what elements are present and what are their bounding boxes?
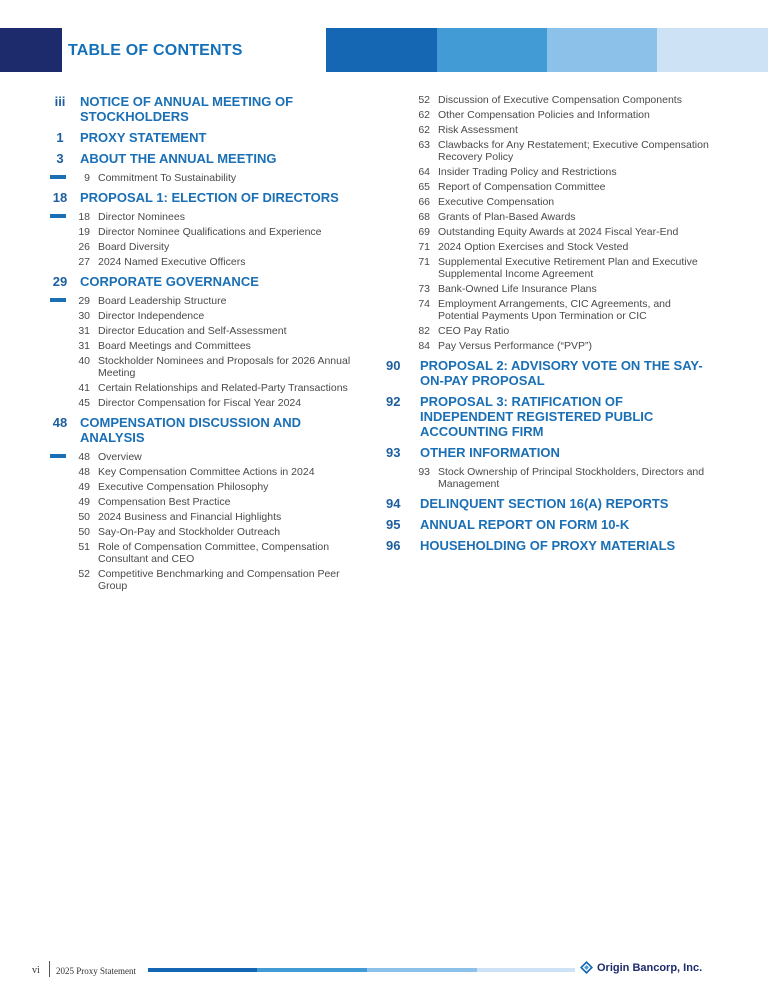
footer-page-number: vi xyxy=(32,965,40,976)
toc-subentry-title: Certain Relationships and Related-Party Transactions xyxy=(98,382,348,394)
toc-subentry[interactable] xyxy=(380,466,710,490)
toc-subentry[interactable] xyxy=(40,355,360,379)
toc-subsection-list xyxy=(40,295,360,409)
toc-subentry-page: 9 xyxy=(84,172,90,184)
toc-subsection-list xyxy=(40,451,360,592)
toc-subentry-page: 18 xyxy=(78,211,90,223)
toc-subentry-title: Overview xyxy=(98,451,142,463)
toc-subentry-page: 84 xyxy=(418,340,430,352)
toc-subentry-page: 40 xyxy=(78,355,90,367)
toc-subentry-title: Employment Arrangements, CIC Agreements, and Potential Payments Upon Termination or CIC xyxy=(438,298,671,322)
toc-subentry[interactable] xyxy=(380,340,710,352)
toc-subentry-title: Bank-Owned Life Insurance Plans xyxy=(438,283,597,295)
toc-subentry[interactable] xyxy=(380,166,710,178)
toc-section[interactable] xyxy=(380,358,710,388)
toc-subentry-title: Report of Compensation Committee xyxy=(438,181,606,193)
toc-section-page: 94 xyxy=(386,496,401,511)
toc-subentry-title: Other Compensation Policies and Information xyxy=(438,109,650,121)
toc-subentry-title: Risk Assessment xyxy=(438,124,518,136)
toc-left-column xyxy=(40,94,360,598)
header-band-4 xyxy=(657,28,768,72)
toc-subentry[interactable] xyxy=(380,226,710,238)
toc-subentry[interactable] xyxy=(40,568,360,592)
toc-subentry-title: Say-On-Pay and Stockholder Outreach xyxy=(98,526,281,538)
toc-subentry-title: Board Meetings and Committees xyxy=(98,340,251,352)
toc-subentry[interactable] xyxy=(40,226,360,238)
toc-subentry-title: Insider Trading Policy and Restrictions xyxy=(438,166,617,178)
toc-subentry[interactable] xyxy=(40,397,360,409)
toc-subentry[interactable] xyxy=(380,256,710,280)
toc-section-page: iii xyxy=(54,94,66,109)
toc-section[interactable] xyxy=(40,415,360,445)
toc-section-page: 95 xyxy=(386,517,401,532)
toc-section-title: PROPOSAL 2: ADVISORY VOTE ON THE SAY-ON-PAY PROPOSAL xyxy=(420,358,703,388)
toc-section-title: ANNUAL REPORT ON FORM 10-K xyxy=(420,517,630,532)
toc-subentry-title: Director Education and Self-Assessment xyxy=(98,325,287,337)
footer-doc-label: 2025 Proxy Statement xyxy=(56,966,136,976)
toc-subentry-page: 66 xyxy=(418,196,430,208)
toc-subentry-page: 62 xyxy=(418,109,430,121)
toc-section-title: COMPENSATION DISCUSSION AND ANALYSIS xyxy=(80,415,302,445)
toc-section[interactable] xyxy=(380,517,710,532)
toc-section-page: 18 xyxy=(52,190,68,205)
section-dash-marker xyxy=(50,298,66,302)
toc-subentry-page: 64 xyxy=(418,166,430,178)
toc-section[interactable] xyxy=(40,151,360,166)
toc-subentry-page: 50 xyxy=(78,511,90,523)
toc-subentry-page: 30 xyxy=(78,310,90,322)
toc-subentry[interactable] xyxy=(40,172,360,184)
toc-subentry[interactable] xyxy=(40,211,360,223)
footer-band-2 xyxy=(257,968,367,972)
toc-subentry-page: 73 xyxy=(418,283,430,295)
toc-subentry[interactable] xyxy=(380,241,710,253)
toc-subentry-page: 41 xyxy=(78,382,90,394)
toc-subentry-page: 31 xyxy=(78,340,90,352)
section-dash-marker xyxy=(50,214,66,218)
toc-subentry[interactable] xyxy=(380,94,710,106)
toc-subentry-title: Director Compensation for Fiscal Year 2024 xyxy=(98,397,302,409)
toc-subsection-list xyxy=(40,211,360,268)
toc-section-page: 48 xyxy=(52,415,68,430)
toc-subentry-title: Board Diversity xyxy=(98,241,170,253)
toc-subentry[interactable] xyxy=(380,124,710,136)
toc-section-title: PROPOSAL 3: RATIFICATION OF INDEPENDENT REGISTERED PUBLIC ACCOUNTING FIRM xyxy=(420,394,654,439)
toc-subentry[interactable] xyxy=(40,256,360,268)
toc-subentry-page: 48 xyxy=(78,451,90,463)
toc-section[interactable] xyxy=(40,274,360,289)
toc-subentry-title: Clawbacks for Any Restatement; Executive Compensation Recovery Policy xyxy=(438,139,709,163)
toc-section-page: 90 xyxy=(386,358,401,373)
toc-section[interactable] xyxy=(380,538,710,553)
toc-subentry[interactable] xyxy=(40,526,360,538)
toc-subentry[interactable] xyxy=(40,241,360,253)
header-navy-block xyxy=(0,28,62,72)
toc-subentry-title: Pay Versus Performance (“PVP”) xyxy=(438,340,593,352)
toc-subentry-page: 48 xyxy=(78,466,90,478)
toc-subentry-page: 49 xyxy=(78,496,90,508)
toc-section-page: 92 xyxy=(386,394,401,409)
toc-subentry-title: Grants of Plan-Based Awards xyxy=(438,211,576,223)
toc-subentry[interactable] xyxy=(40,382,360,394)
toc-subentry-page: 62 xyxy=(418,124,430,136)
toc-subentry-title: Board Leadership Structure xyxy=(98,295,227,307)
toc-section-page: 1 xyxy=(56,130,64,145)
toc-subentry-title: Commitment To Sustainability xyxy=(98,172,237,184)
toc-section-title: PROXY STATEMENT xyxy=(80,130,207,145)
toc-subentry-page: 74 xyxy=(418,298,430,310)
toc-subentry-page: 51 xyxy=(78,541,90,553)
footer-band-3 xyxy=(367,968,477,972)
toc-subentry-title: Executive Compensation xyxy=(438,196,555,208)
page-title: TABLE OF CONTENTS xyxy=(68,42,243,59)
header-band-1 xyxy=(326,28,437,72)
toc-subentry[interactable] xyxy=(40,466,360,478)
toc-section-page: 93 xyxy=(386,445,401,460)
toc-subentry-title: 2024 Named Executive Officers xyxy=(98,256,246,268)
toc-subentry-page: 29 xyxy=(78,295,90,307)
toc-subentry-title: Competitive Benchmarking and Compensation Peer Group xyxy=(98,568,340,592)
toc-subsection-list xyxy=(380,94,710,352)
toc-subentry[interactable] xyxy=(380,139,710,163)
toc-subentry-title: Stock Ownership of Principal Stockholders, Directors and Management xyxy=(438,466,705,490)
toc-subentry-title: Stockholder Nominees and Proposals for 2026 Annual Meeting xyxy=(98,355,351,379)
toc-section-page: 96 xyxy=(386,538,401,553)
toc-subentry-page: 45 xyxy=(78,397,90,409)
toc-subentry[interactable] xyxy=(40,541,360,565)
toc-subentry-title: Role of Compensation Committee, Compensation Consultant and CEO xyxy=(98,541,330,565)
toc-section[interactable] xyxy=(40,94,360,124)
toc-section[interactable] xyxy=(40,130,360,145)
section-dash-marker xyxy=(50,175,66,179)
toc-subsection-list xyxy=(40,172,360,184)
toc-subsection-list xyxy=(380,466,710,490)
toc-section-title: OTHER INFORMATION xyxy=(420,445,560,460)
toc-subentry[interactable] xyxy=(40,511,360,523)
footer-band-4 xyxy=(477,968,575,972)
toc-subentry-page: 93 xyxy=(418,466,430,478)
toc-subentry-page: 69 xyxy=(418,226,430,238)
toc-subentry-page: 65 xyxy=(418,181,430,193)
toc-section-title: ABOUT THE ANNUAL MEETING xyxy=(80,151,277,166)
toc-subentry-page: 50 xyxy=(78,526,90,538)
toc-subentry-page: 31 xyxy=(78,325,90,337)
toc-section[interactable] xyxy=(380,445,710,460)
toc-subentry[interactable] xyxy=(40,295,360,307)
toc-subentry[interactable] xyxy=(380,211,710,223)
toc-subentry-page: 71 xyxy=(418,256,430,268)
toc-subentry-title: 2024 Business and Financial Highlights xyxy=(98,511,282,523)
toc-section-title: NOTICE OF ANNUAL MEETING OF STOCKHOLDERS xyxy=(80,94,294,124)
toc-subentry[interactable] xyxy=(40,496,360,508)
toc-subentry-title: Discussion of Executive Compensation Components xyxy=(438,94,682,106)
toc-subentry-page: 71 xyxy=(418,241,430,253)
toc-subentry[interactable] xyxy=(40,340,360,352)
toc-subentry-page: 49 xyxy=(78,481,90,493)
toc-subentry-title: Outstanding Equity Awards at 2024 Fiscal Year-End xyxy=(438,226,679,238)
toc-subentry[interactable] xyxy=(380,298,710,322)
origin-logo-icon xyxy=(580,961,593,974)
toc-subentry-page: 52 xyxy=(78,568,90,580)
toc-subentry-title: Compensation Best Practice xyxy=(98,496,231,508)
company-logo xyxy=(580,961,702,974)
toc-subentry-page: 27 xyxy=(78,256,90,268)
toc-subentry-title: CEO Pay Ratio xyxy=(438,325,510,337)
section-dash-marker xyxy=(50,454,66,458)
toc-section-title: DELINQUENT SECTION 16(A) REPORTS xyxy=(420,496,669,511)
toc-subentry[interactable] xyxy=(380,196,710,208)
toc-subentry-title: Director Independence xyxy=(98,310,205,322)
toc-subentry[interactable] xyxy=(40,325,360,337)
header-band-3 xyxy=(547,28,657,72)
company-name: Origin Bancorp, Inc. xyxy=(597,961,703,974)
toc-subentry-page: 63 xyxy=(418,139,430,151)
toc-section[interactable] xyxy=(380,394,710,439)
toc-subentry[interactable] xyxy=(380,325,710,337)
toc-section[interactable] xyxy=(380,496,710,511)
toc-right-column xyxy=(380,94,710,559)
toc-subentry-title: 2024 Option Exercises and Stock Vested xyxy=(438,241,629,253)
header-band-2 xyxy=(437,28,547,72)
toc-subentry-title: Supplemental Executive Retirement Plan and Executive Supplemental Income Agreement xyxy=(438,256,698,280)
toc-subentry-title: Executive Compensation Philosophy xyxy=(98,481,269,493)
toc-subentry[interactable] xyxy=(380,283,710,295)
toc-subentry-title: Director Nominees xyxy=(98,211,185,223)
toc-section[interactable] xyxy=(40,190,360,205)
toc-subentry[interactable] xyxy=(40,310,360,322)
toc-section-title: HOUSEHOLDING OF PROXY MATERIALS xyxy=(420,538,676,553)
toc-subentry-page: 26 xyxy=(78,241,90,253)
toc-subentry[interactable] xyxy=(40,481,360,493)
footer-band-1 xyxy=(148,968,257,972)
footer-divider xyxy=(49,961,50,977)
toc-section-title: PROPOSAL 1: ELECTION OF DIRECTORS xyxy=(80,190,339,205)
toc-section-title: CORPORATE GOVERNANCE xyxy=(80,274,259,289)
toc-subentry[interactable] xyxy=(380,181,710,193)
toc-subentry[interactable] xyxy=(380,109,710,121)
toc-subentry[interactable] xyxy=(40,451,360,463)
toc-subentry-title: Director Nominee Qualifications and Experience xyxy=(98,226,322,238)
toc-subentry-page: 19 xyxy=(78,226,90,238)
toc-right-sections xyxy=(380,358,710,553)
toc-section-page: 29 xyxy=(52,274,68,289)
toc-subentry-page: 68 xyxy=(418,211,430,223)
toc-subentry-page: 82 xyxy=(418,325,430,337)
toc-subentry-title: Key Compensation Committee Actions in 2024 xyxy=(98,466,315,478)
toc-subentry-page: 52 xyxy=(418,94,430,106)
toc-section-page: 3 xyxy=(56,151,64,166)
